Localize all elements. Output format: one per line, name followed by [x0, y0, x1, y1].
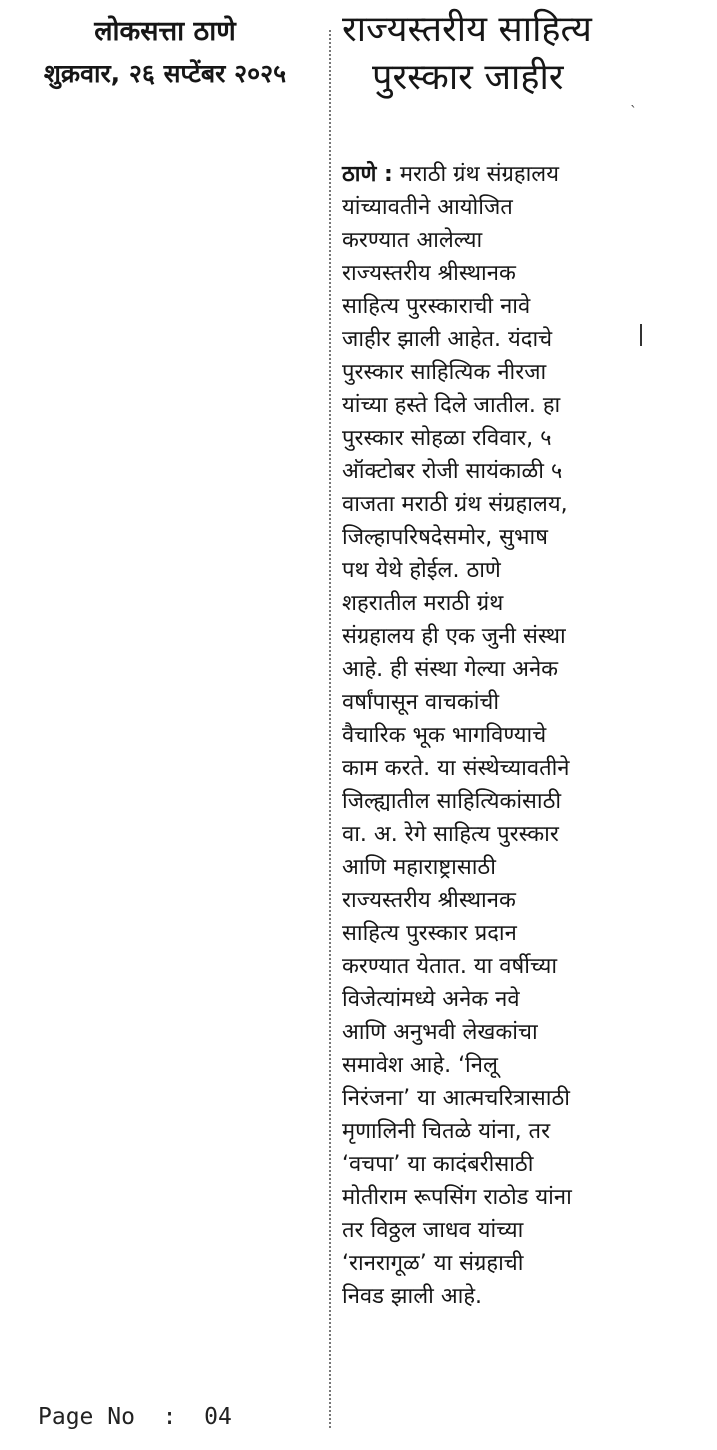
article-line: तर विठ्ठल जाधव यांच्या: [342, 1218, 524, 1243]
article-line: यांच्यावतीने आयोजित: [342, 195, 513, 220]
headline: [342, 6, 642, 102]
article-line: साहित्य पुरस्कार प्रदान: [342, 921, 517, 946]
article-line: [342, 158, 642, 191]
article-line: वा. अ. रेगे साहित्य पुरस्कार: [342, 822, 559, 847]
dateline: ठाणे :: [342, 162, 393, 187]
article-line: करण्यात आलेल्या: [342, 228, 483, 253]
article-line: जाहीर झाली आहेत. यंदाचे: [342, 327, 553, 352]
masthead: [0, 10, 330, 94]
article-line: पथ येथे होईल. ठाणे: [342, 558, 501, 583]
article-line: वैचारिक भूक भागविण्याचे: [342, 723, 547, 748]
article-line: करण्यात येतात. या वर्षीच्या: [342, 954, 558, 979]
article-line: राज्यस्तरीय श्रीस्थानक: [342, 261, 516, 286]
article-line: आहे. ही संस्था गेल्या अनेक: [342, 657, 559, 682]
article-line: जिल्हापरिषदेसमोर, सुभाष: [342, 525, 548, 550]
article-line: आणि महाराष्ट्रासाठी: [342, 855, 496, 880]
headline-line-2: पुरस्कार जाहीर: [372, 57, 564, 98]
article-line-text: मराठी ग्रंथ संग्रहालय: [399, 162, 559, 187]
article-line: मोतीराम रूपसिंग राठोड यांना: [342, 1185, 572, 1210]
article-line: समावेश आहे. ‘निलू: [342, 1053, 498, 1078]
article-body: [342, 158, 642, 1313]
headline-line-1: राज्यस्तरीय साहित्य: [342, 9, 592, 50]
article-line: आणि अनुभवी लेखकांचा: [342, 1020, 538, 1045]
article-line: निरंजना’ या आत्मचरित्रासाठी: [342, 1086, 570, 1111]
article-line: पुरस्कार साहित्यिक नीरजा: [342, 360, 547, 385]
tick-mark-icon: ˎ: [630, 92, 637, 108]
article-line: साहित्य पुरस्काराची नावे: [342, 294, 531, 319]
article-line: शहरातील मराठी ग्रंथ: [342, 591, 504, 616]
column-divider: [329, 30, 331, 1428]
page-number: Page No : 04: [38, 1404, 232, 1430]
article-line: राज्यस्तरीय श्रीस्थानक: [342, 888, 516, 913]
article-line: काम करते. या संस्थेच्यावतीने: [342, 756, 570, 781]
article-line: संग्रहालय ही एक जुनी संस्था: [342, 624, 566, 649]
article-line: विजेत्यांमध्ये अनेक नवे: [342, 987, 520, 1012]
article-line: मृणालिनी चितळे यांना, तर: [342, 1119, 551, 1144]
article-line: ‘वचपा’ या कादंबरीसाठी: [342, 1152, 534, 1177]
article-line: निवड झाली आहे.: [342, 1284, 482, 1309]
article-line: जिल्ह्यातील साहित्यिकांसाठी: [342, 789, 562, 814]
newspaper-name: लोकसत्ता ठाणे: [94, 16, 236, 47]
article-line: यांच्या हस्ते दिले जातील. हा: [342, 393, 561, 418]
article-line: वर्षांपासून वाचकांची: [342, 690, 500, 715]
article-line: ‘रानरागूळ’ या संग्रहाची: [342, 1251, 524, 1276]
publication-date: शुक्रवार, २६ सप्टेंबर २०२५: [43, 59, 287, 88]
article-line: वाजता मराठी ग्रंथ संग्रहालय,: [342, 492, 568, 517]
article-line: पुरस्कार सोहळा रविवार, ५: [342, 426, 552, 451]
article-line: ऑक्टोबर रोजी सायंकाळी ५: [342, 459, 563, 484]
